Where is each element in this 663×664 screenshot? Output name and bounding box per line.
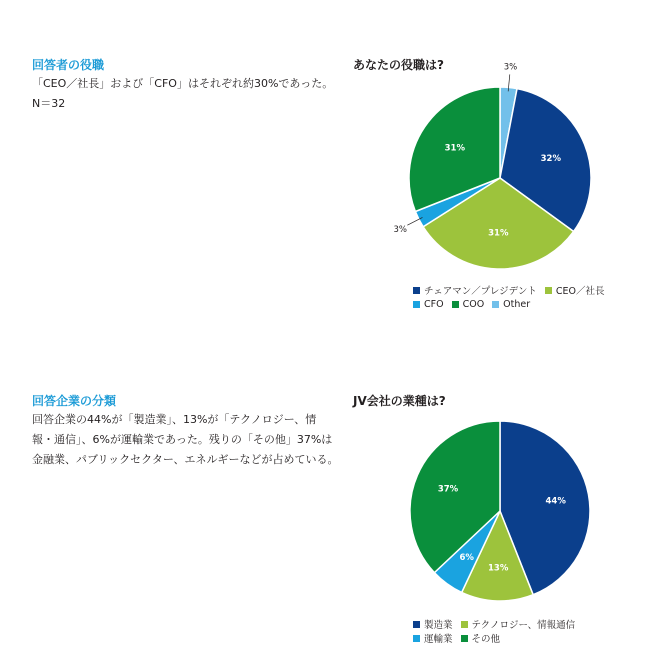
legend-label: Other [503,298,531,310]
legend-row [413,283,613,297]
legend-row [413,297,613,311]
pie-slice-label: 13% [488,563,509,574]
pie-slice-label: 31% [488,228,509,239]
legend-swatch [413,635,420,642]
pie-chart-role [350,60,650,290]
section-body-line: 回答企業の44%が「製造業」、13%が「テクノロジー、情 [32,413,317,426]
legend-swatch [492,301,499,308]
legend-label: 製造業 [424,620,453,631]
legend-swatch [461,635,468,642]
legend-swatch [413,621,420,628]
legend-swatch [413,301,420,308]
section-heading-respondent-role: 回答者の役職 [32,58,105,72]
legend-label: チェアマン／プレジデント [424,286,537,297]
pie-slice-label: 6% [459,552,474,563]
legend-label: その他 [471,634,501,645]
legend-swatch [545,287,552,294]
legend-swatch [461,621,468,628]
pie-slice-label: 37% [437,484,459,495]
section-heading-company-type: 回答企業の分類 [32,394,117,408]
legend-label: 運輸業 [424,634,453,645]
legend-label: テクノロジー、情報通信 [471,620,576,631]
legend-item [413,283,537,297]
legend-swatch [452,301,459,308]
legend-item [452,299,485,310]
section-body-line: 「CEO／社長」および「CFO」はそれぞれ約30%であった。 [32,77,334,90]
legend-item [492,299,530,310]
chart-legend-industry [413,617,583,645]
legend-row [413,617,583,631]
section-body-line: N＝32 [32,97,66,110]
pie-slice-label: 31% [444,143,465,154]
legend-row [413,631,583,645]
chart-legend-role [413,283,613,311]
chart-title-industry: JV会社の業種は? [353,394,446,408]
legend-item [545,283,605,297]
pie-slice-label: 44% [545,496,566,507]
legend-label: COO [462,298,485,310]
legend-swatch [413,287,420,294]
legend-label: CFO [424,298,444,310]
pie-chart-industry [350,410,650,620]
legend-item [461,617,576,631]
legend-item [413,631,453,645]
pie-slice-label: 3% [503,62,518,73]
legend-item [413,617,453,631]
legend-label: CEO／社長 [555,286,605,297]
section-body-line: 報・通信」、6%が運輸業であった。残りの「その他」37%は [32,433,333,446]
pie-slice-label: 32% [540,153,561,164]
chart-title-role: あなたの役職は? [353,58,444,72]
section-body-line: 金融業、パブリックセクター、エネルギーなどが占めている。 [32,453,339,466]
legend-item [461,631,501,645]
pie-slice-label: 3% [393,224,407,235]
legend-item [413,299,444,310]
